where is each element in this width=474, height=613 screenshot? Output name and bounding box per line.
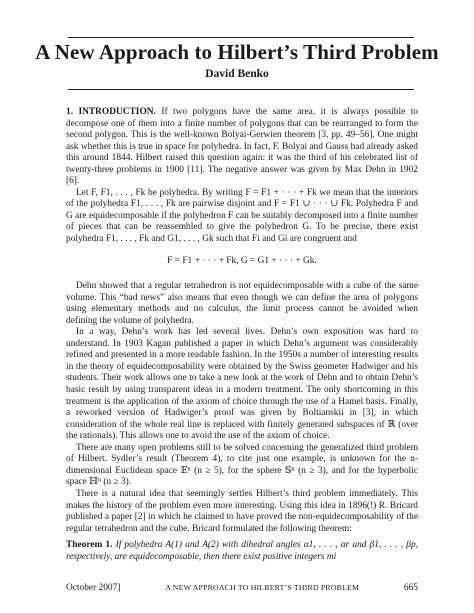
theorem-text: If polyhedra A(1) and A(2) with dihedral angles α1, . . . , αr and β1, . . . , βp, respectively, are equidecomposable, then there exist positive integers mi (66, 540, 419, 562)
article-body (66, 107, 418, 563)
page-number: 665 (403, 583, 418, 593)
footer-date: October 2007] (66, 583, 121, 593)
section-heading: 1. INTRODUCTION. (66, 107, 156, 117)
intro-paragraph (66, 107, 418, 188)
dehn-paragraph: Dehn showed that a regular tetrahedron is not equidecomposable with a cube of the same volume. This “bad news” also means that even though we can define the area of polygons using elementary methods and no calculus, the limit process cannot be avoided when defining the volume of polyhedra. (66, 281, 418, 326)
article-author: David Benko (205, 68, 269, 80)
article-title: A New Approach to Hilbert’s Third Problem (35, 40, 439, 64)
display-equation: F = F1 + · · · + Fk, G = G1 + · · · + Gk. (167, 255, 317, 266)
open-problems-paragraph: There are many open problems still to be solved concerning the generalized third problem of Hilbert. Sydler’s result (Theorem 4), to cite just one example, is unknown for the n-dimensional Euclidean space 𝔼ⁿ (n ≥ 5), for the sphere 𝕊ⁿ (n ≥ 3), and for the hyperbolic space ℍⁿ (n ≥ 3). (66, 442, 418, 488)
title-top-rule (68, 37, 414, 38)
definition-paragraph: Let F, F1, . . . , Fk be polyhedra. By writing F = F1 + · · · + Fk we mean that the interiors of the polyhedra F1, . . . , Fk are pairwise disjoint and F = F1 ∪ · · · ∪ Fk. Polyhedra F and G are equidecomposable if the polyhedron F can be suitably decomposed into a finite number of pieces that can be reassembled to give the polyhedron G. To be precise, there exist polyhedra F1, . . . , Fk and G1, . . . , Gk such that Fi and Gi are congruent and (66, 187, 418, 245)
running-head: A NEW APPROACH TO HILBERT’S THIRD PROBLEM (165, 583, 360, 592)
paragraph-text: If two polygons have the same area, it is always possible to decompose one of them into a finite number of polygons that can be rearranged to form the second polygon. This is the well-known Bolyai-Gerwien theorem [3, pp. 49–56]. One might ask whether this is true in space for polyhedra. In fact, F. Bolyai and Gauss had already asked this around 1844. Hilbert raised this question again: it was the third of his celebrated list of twenty-three problems in 1900 [11]. The negative answer was given by Max Dehn in 1902 [6]. (66, 107, 418, 187)
page-footer (66, 583, 418, 593)
theorem-1 (66, 540, 418, 563)
history-paragraph: In a way, Dehn’s work has led several lives. Dehn’s own exposition was hard to understand. In 1903 Kagan published a paper in which Dehn’s argument was considerably refined and presented in a more readable fashion. In the 1950s a number of interesting results in the theory of equidecomposability were obtained by the Swiss geometer Hadwiger and his students. Their work allows one to take a new look at the work of Dehn and to obtain Dehn’s basic result by using transparent ideas in a modern treatment. The only shortcoming in this treatment is the application of the axiom of choice through the use of a Hamel basis. Finally, a reworked version of Hadwiger’s proof was given by Boltianskii in [3], in which consideration of the whole real line is replaced with finitely generated subspaces of ℝ (over the rationals). This allows one to avoid the use of the axiom of choice. (66, 327, 418, 442)
bricard-paragraph: There is a natural idea that seemingly settles Hilbert’s third problem immediately. This makes the history of the problem even more interesting. Using this idea in 1896(!) R. Bricard published a paper [2] in which he claimed to have proved the non-equidecomposability of the regular tetrahedron and the cube. Bricard formulated the following theorem: (66, 488, 418, 534)
theorem-label: Theorem 1. (66, 540, 113, 551)
title-bottom-rule (68, 89, 414, 90)
